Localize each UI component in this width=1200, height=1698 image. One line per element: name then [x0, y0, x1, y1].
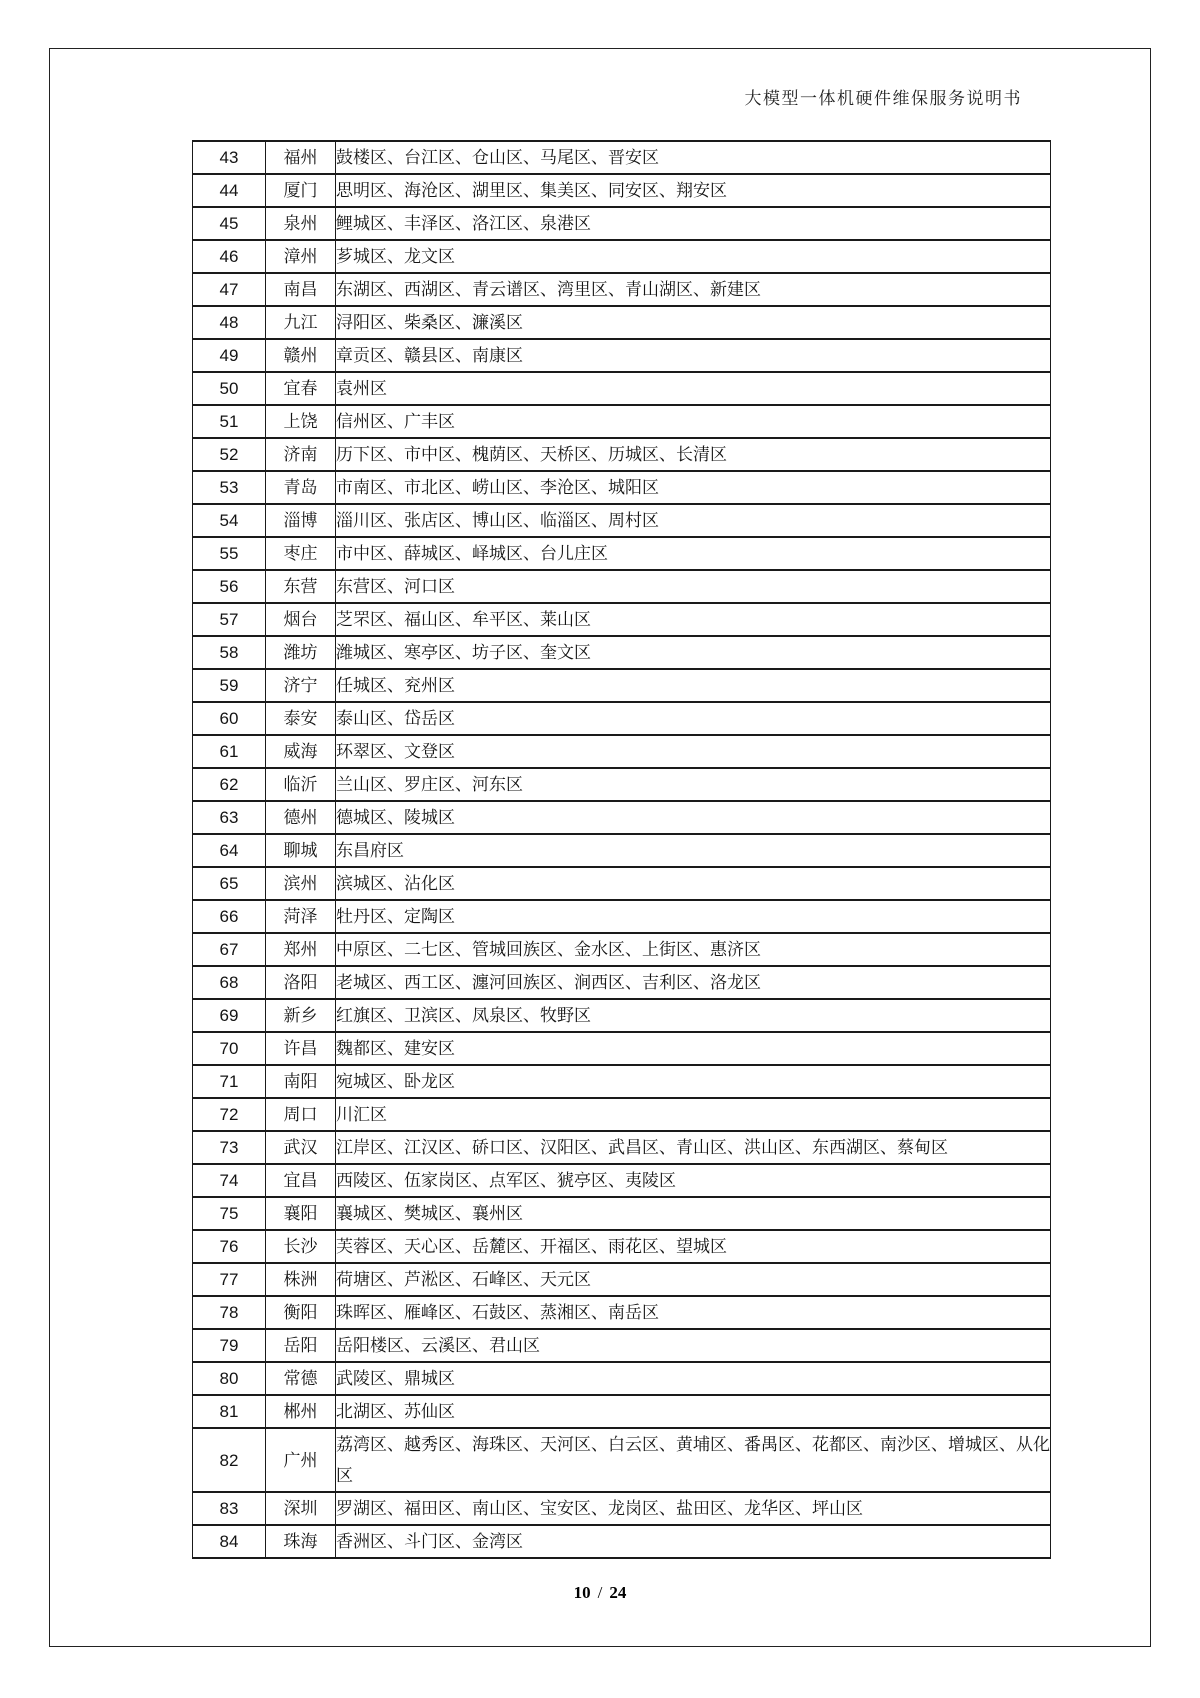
header-title: 大模型一体机硬件维保服务说明书 [744, 89, 1022, 108]
table-row [193, 537, 1051, 570]
city-cell: 厦门 [266, 174, 336, 207]
table-row [193, 636, 1051, 669]
table-row [193, 306, 1051, 339]
row-number-cell: 79 [193, 1329, 266, 1362]
districts-cell: 珠晖区、雁峰区、石鼓区、蒸湘区、南岳区 [336, 1296, 1051, 1329]
service-area-table-body [193, 141, 1051, 1558]
row-number-cell: 49 [193, 339, 266, 372]
table-row [193, 471, 1051, 504]
total-page-count: 24 [609, 1583, 627, 1602]
table-row [193, 1395, 1051, 1428]
row-number-cell: 57 [193, 603, 266, 636]
table-row [193, 801, 1051, 834]
districts-cell: 东湖区、西湖区、青云谱区、湾里区、青山湖区、新建区 [336, 273, 1051, 306]
table-row [193, 438, 1051, 471]
row-number-cell: 83 [193, 1492, 266, 1525]
row-number-cell: 56 [193, 570, 266, 603]
page-number-separator: / [597, 1583, 603, 1602]
districts-cell: 兰山区、罗庄区、河东区 [336, 768, 1051, 801]
table-row [193, 372, 1051, 405]
table-row [193, 240, 1051, 273]
city-cell: 东营 [266, 570, 336, 603]
row-number-cell: 75 [193, 1197, 266, 1230]
city-cell: 郑州 [266, 933, 336, 966]
districts-cell: 岳阳楼区、云溪区、君山区 [336, 1329, 1051, 1362]
table-row [193, 1032, 1051, 1065]
table-row [193, 1525, 1051, 1558]
city-cell: 深圳 [266, 1492, 336, 1525]
row-number-cell: 84 [193, 1525, 266, 1558]
city-cell: 新乡 [266, 999, 336, 1032]
districts-cell: 东营区、河口区 [336, 570, 1051, 603]
districts-cell: 历下区、市中区、槐荫区、天桥区、历城区、长清区 [336, 438, 1051, 471]
row-number-cell: 76 [193, 1230, 266, 1263]
row-number-cell: 67 [193, 933, 266, 966]
districts-cell: 荔湾区、越秀区、海珠区、天河区、白云区、黄埔区、番禺区、花都区、南沙区、增城区、从化区 [336, 1428, 1051, 1492]
districts-cell: 老城区、西工区、瀍河回族区、涧西区、吉利区、洛龙区 [336, 966, 1051, 999]
districts-cell: 江岸区、江汉区、硚口区、汉阳区、武昌区、青山区、洪山区、东西湖区、蔡甸区 [336, 1131, 1051, 1164]
row-number-cell: 51 [193, 405, 266, 438]
row-number-cell: 77 [193, 1263, 266, 1296]
row-number-cell: 46 [193, 240, 266, 273]
city-cell: 珠海 [266, 1525, 336, 1558]
table-row [193, 867, 1051, 900]
city-cell: 许昌 [266, 1032, 336, 1065]
table-row [193, 141, 1051, 174]
districts-cell: 荷塘区、芦淞区、石峰区、天元区 [336, 1263, 1051, 1296]
table-row [193, 768, 1051, 801]
table-row [193, 1428, 1051, 1492]
city-cell: 福州 [266, 141, 336, 174]
city-cell: 泰安 [266, 702, 336, 735]
districts-cell: 鲤城区、丰泽区、洛江区、泉港区 [336, 207, 1051, 240]
row-number-cell: 61 [193, 735, 266, 768]
city-cell: 九江 [266, 306, 336, 339]
districts-cell: 北湖区、苏仙区 [336, 1395, 1051, 1428]
city-cell: 常德 [266, 1362, 336, 1395]
row-number-cell: 82 [193, 1428, 266, 1492]
row-number-cell: 73 [193, 1131, 266, 1164]
city-cell: 株洲 [266, 1263, 336, 1296]
city-cell: 滨州 [266, 867, 336, 900]
city-cell: 淄博 [266, 504, 336, 537]
table-row [193, 1492, 1051, 1525]
city-cell: 武汉 [266, 1131, 336, 1164]
city-cell: 济南 [266, 438, 336, 471]
row-number-cell: 72 [193, 1098, 266, 1131]
row-number-cell: 54 [193, 504, 266, 537]
city-cell: 上饶 [266, 405, 336, 438]
table-row [193, 1065, 1051, 1098]
row-number-cell: 43 [193, 141, 266, 174]
row-number-cell: 64 [193, 834, 266, 867]
districts-cell: 市中区、薛城区、峄城区、台儿庄区 [336, 537, 1051, 570]
city-cell: 岳阳 [266, 1329, 336, 1362]
city-cell: 泉州 [266, 207, 336, 240]
row-number-cell: 66 [193, 900, 266, 933]
row-number-cell: 44 [193, 174, 266, 207]
table-row [193, 1296, 1051, 1329]
city-cell: 潍坊 [266, 636, 336, 669]
table-row [193, 702, 1051, 735]
city-cell: 赣州 [266, 339, 336, 372]
city-cell: 青岛 [266, 471, 336, 504]
table-row [193, 1362, 1051, 1395]
table-row [193, 405, 1051, 438]
districts-cell: 浔阳区、柴桑区、濂溪区 [336, 306, 1051, 339]
city-cell: 南阳 [266, 1065, 336, 1098]
table-row [193, 207, 1051, 240]
table-row [193, 174, 1051, 207]
city-cell: 济宁 [266, 669, 336, 702]
city-cell: 烟台 [266, 603, 336, 636]
table-row [193, 1230, 1051, 1263]
city-cell: 襄阳 [266, 1197, 336, 1230]
table-row [193, 999, 1051, 1032]
row-number-cell: 59 [193, 669, 266, 702]
districts-cell: 淄川区、张店区、博山区、临淄区、周村区 [336, 504, 1051, 537]
row-number-cell: 70 [193, 1032, 266, 1065]
row-number-cell: 63 [193, 801, 266, 834]
city-cell: 郴州 [266, 1395, 336, 1428]
districts-cell: 章贡区、赣县区、南康区 [336, 339, 1051, 372]
districts-cell: 芗城区、龙文区 [336, 240, 1051, 273]
table-row [193, 834, 1051, 867]
row-number-cell: 60 [193, 702, 266, 735]
row-number-cell: 53 [193, 471, 266, 504]
districts-cell: 罗湖区、福田区、南山区、宝安区、龙岗区、盐田区、龙华区、坪山区 [336, 1492, 1051, 1525]
row-number-cell: 65 [193, 867, 266, 900]
row-number-cell: 80 [193, 1362, 266, 1395]
table-row [193, 339, 1051, 372]
service-area-table [192, 140, 1051, 1559]
districts-cell: 德城区、陵城区 [336, 801, 1051, 834]
row-number-cell: 81 [193, 1395, 266, 1428]
table-row [193, 1329, 1051, 1362]
city-cell: 德州 [266, 801, 336, 834]
page-number [0, 1583, 1200, 1603]
row-number-cell: 68 [193, 966, 266, 999]
districts-cell: 魏都区、建安区 [336, 1032, 1051, 1065]
table-row [193, 1098, 1051, 1131]
table-row [193, 900, 1051, 933]
districts-cell: 思明区、海沧区、湖里区、集美区、同安区、翔安区 [336, 174, 1051, 207]
districts-cell: 鼓楼区、台江区、仓山区、马尾区、晋安区 [336, 141, 1051, 174]
city-cell: 威海 [266, 735, 336, 768]
table-row [193, 669, 1051, 702]
districts-cell: 东昌府区 [336, 834, 1051, 867]
row-number-cell: 55 [193, 537, 266, 570]
districts-cell: 泰山区、岱岳区 [336, 702, 1051, 735]
city-cell: 衡阳 [266, 1296, 336, 1329]
city-cell: 宜春 [266, 372, 336, 405]
districts-cell: 袁州区 [336, 372, 1051, 405]
districts-cell: 芝罘区、福山区、牟平区、莱山区 [336, 603, 1051, 636]
city-cell: 周口 [266, 1098, 336, 1131]
row-number-cell: 52 [193, 438, 266, 471]
table-row [193, 273, 1051, 306]
row-number-cell: 71 [193, 1065, 266, 1098]
table-row [193, 603, 1051, 636]
table-row [193, 1164, 1051, 1197]
table-row [193, 1131, 1051, 1164]
row-number-cell: 62 [193, 768, 266, 801]
table-row [193, 966, 1051, 999]
districts-cell: 香洲区、斗门区、金湾区 [336, 1525, 1051, 1558]
row-number-cell: 48 [193, 306, 266, 339]
districts-cell: 中原区、二七区、管城回族区、金水区、上街区、惠济区 [336, 933, 1051, 966]
districts-cell: 宛城区、卧龙区 [336, 1065, 1051, 1098]
districts-cell: 信州区、广丰区 [336, 405, 1051, 438]
districts-cell: 滨城区、沾化区 [336, 867, 1051, 900]
districts-cell: 任城区、兖州区 [336, 669, 1051, 702]
table-row [193, 1197, 1051, 1230]
city-cell: 临沂 [266, 768, 336, 801]
city-cell: 南昌 [266, 273, 336, 306]
table-row [193, 735, 1051, 768]
row-number-cell: 69 [193, 999, 266, 1032]
city-cell: 枣庄 [266, 537, 336, 570]
city-cell: 聊城 [266, 834, 336, 867]
districts-cell: 市南区、市北区、崂山区、李沧区、城阳区 [336, 471, 1051, 504]
districts-cell: 潍城区、寒亭区、坊子区、奎文区 [336, 636, 1051, 669]
city-cell: 广州 [266, 1428, 336, 1492]
row-number-cell: 74 [193, 1164, 266, 1197]
city-cell: 菏泽 [266, 900, 336, 933]
districts-cell: 川汇区 [336, 1098, 1051, 1131]
districts-cell: 芙蓉区、天心区、岳麓区、开福区、雨花区、望城区 [336, 1230, 1051, 1263]
table-row [193, 1263, 1051, 1296]
city-cell: 宜昌 [266, 1164, 336, 1197]
districts-cell: 西陵区、伍家岗区、点军区、猇亭区、夷陵区 [336, 1164, 1051, 1197]
city-cell: 长沙 [266, 1230, 336, 1263]
city-cell: 洛阳 [266, 966, 336, 999]
row-number-cell: 78 [193, 1296, 266, 1329]
row-number-cell: 47 [193, 273, 266, 306]
districts-cell: 武陵区、鼎城区 [336, 1362, 1051, 1395]
districts-cell: 环翠区、文登区 [336, 735, 1051, 768]
table-row [193, 504, 1051, 537]
districts-cell: 牡丹区、定陶区 [336, 900, 1051, 933]
city-cell: 漳州 [266, 240, 336, 273]
row-number-cell: 50 [193, 372, 266, 405]
current-page-number: 10 [573, 1583, 591, 1602]
table-row [193, 933, 1051, 966]
districts-cell: 红旗区、卫滨区、凤泉区、牧野区 [336, 999, 1051, 1032]
row-number-cell: 45 [193, 207, 266, 240]
districts-cell: 襄城区、樊城区、襄州区 [336, 1197, 1051, 1230]
table-row [193, 570, 1051, 603]
row-number-cell: 58 [193, 636, 266, 669]
